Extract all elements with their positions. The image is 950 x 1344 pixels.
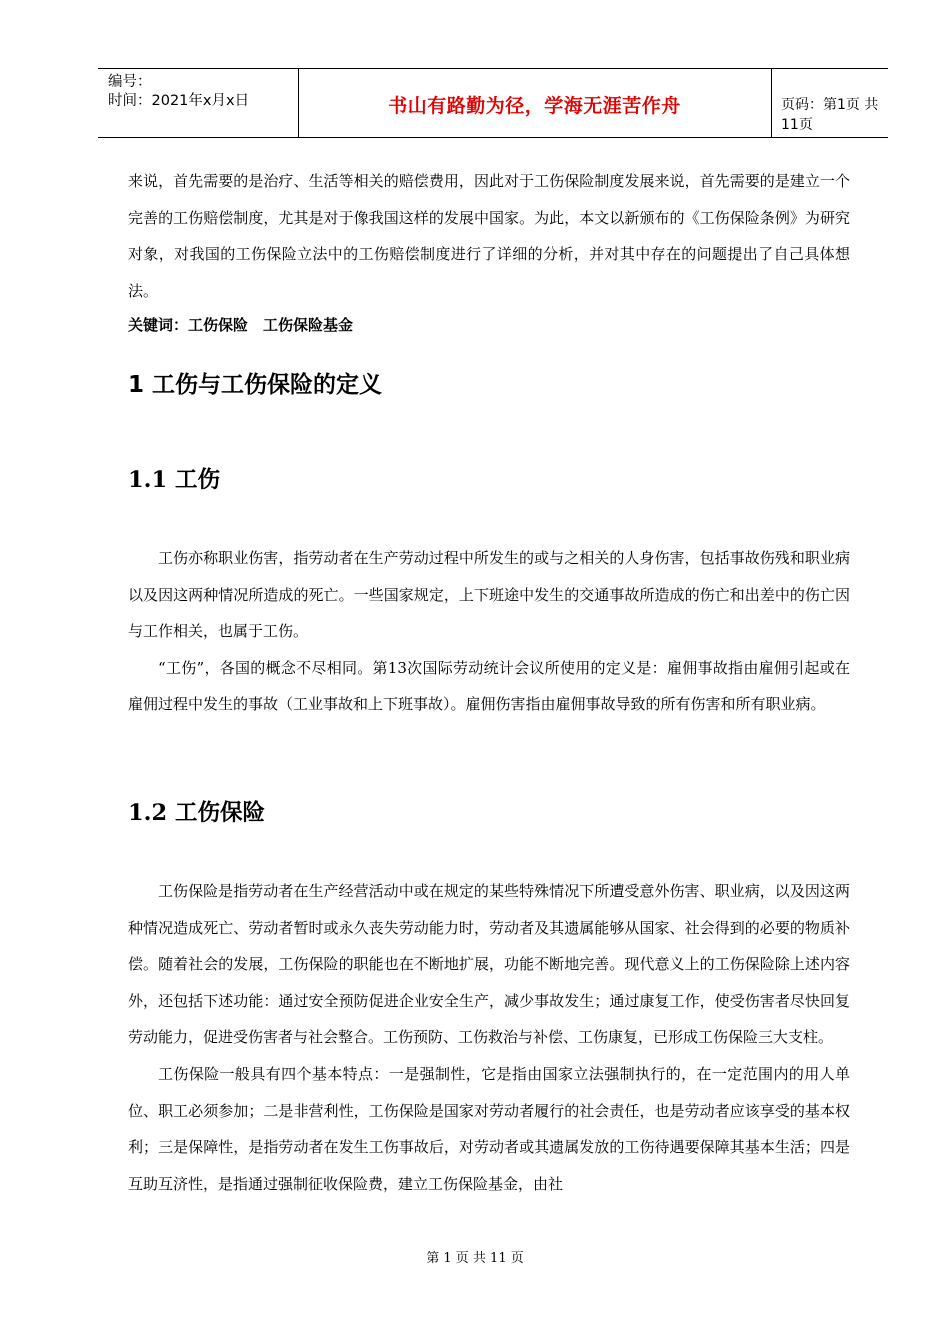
- header-meta-cell: [98, 69, 299, 137]
- keywords: 关键词：工伤保险 工伤保险基金: [128, 316, 354, 334]
- header-motto-cell: [298, 69, 772, 137]
- intro-paragraph: 来说，首先需要的是治疗、生活等相关的赔偿费用，因此对于工伤保险制度发展来说，首先需要的是建立一个完善的工伤赔偿制度，尤其是对于像我国这样的发展中国家。为此，本文以新颁布的《工伤保险条例》为研究对象，对我国的工伤保险立法中的工伤赔偿制度进行了详细的分析，并对其中存在的问题提出了自己具体想法。: [128, 172, 850, 300]
- page-footer: 第 1 页 共 11 页: [426, 1251, 524, 1266]
- document-number-label: 编号：: [108, 74, 152, 90]
- section-1-2-body: [128, 873, 850, 1202]
- section-1-1-heading: 1.1 工伤: [128, 467, 220, 493]
- section-1-1-paragraph-2: “工伤”，各国的概念不尽相同。第13次国际劳动统计会议所使用的定义是：雇佣事故指由雇佣引起或在雇佣过程中发生的事故（工业事故和上下班事故）。雇佣伤害指由雇佣事故导致的所有伤害和所有职业病。: [128, 658, 850, 714]
- header-page-info: 页码：第1页 共11页: [781, 97, 879, 133]
- header-table: [98, 68, 888, 138]
- section-1-heading: 1 工伤与工伤保险的定义: [128, 372, 383, 398]
- section-1-2-paragraph-2: 工伤保险一般具有四个基本特点：一是强制性，它是指由国家立法强制执行的，在一定范围内的用人单位、职工必须参加；二是非营利性，工伤保险是国家对劳动者履行的社会责任，也是劳动者应该享受的基本权利；三是保障性，是指劳动者在发生工伤事故后，对劳动者或其遗属发放的工伤待遇要保障其基本生活；四是互助互济性，是指通过强制征收保险费，建立工伤保险基金，由社: [128, 1064, 850, 1193]
- section-1-2-paragraph-1: 工伤保险是指劳动者在生产经营活动中或在规定的某些特殊情况下所遭受意外伤害、职业病，以及因这两种情况造成死亡、劳动者暂时或永久丧失劳动能力时，劳动者及其遗属能够从国家、社会得到的必要的物质补偿。随着社会的发展，工伤保险的职能也在不断地扩展，功能不断地完善。现代意义上的工伤保险除上述内容外，还包括下述功能：通过安全预防促进企业安全生产，减少事故发生；通过康复工作，使受伤害者尽快回复劳动能力，促进受伤害者与社会整合。工伤预防、工伤救治与补偿、工伤康复，已形成工伤保险三大支柱。: [128, 882, 850, 1047]
- section-1-2-heading: 1.2 工伤保险: [128, 800, 265, 826]
- document-time-label: 时间：2021年x月x日: [108, 93, 250, 109]
- header-page-cell: [771, 69, 888, 137]
- header-motto: 书山有路勤为径，学海无涯苦作舟: [388, 95, 681, 117]
- intro-block: [128, 163, 850, 309]
- section-1-1-body: [128, 540, 850, 723]
- section-1-1-paragraph-1: 工伤亦称职业伤害，指劳动者在生产劳动过程中所发生的或与之相关的人身伤害，包括事故伤残和职业病以及因这两种情况所造成的死亡。一些国家规定，上下班途中发生的交通事故所造成的伤亡和出差中的伤亡因与工作相关，也属于工伤。: [128, 549, 850, 641]
